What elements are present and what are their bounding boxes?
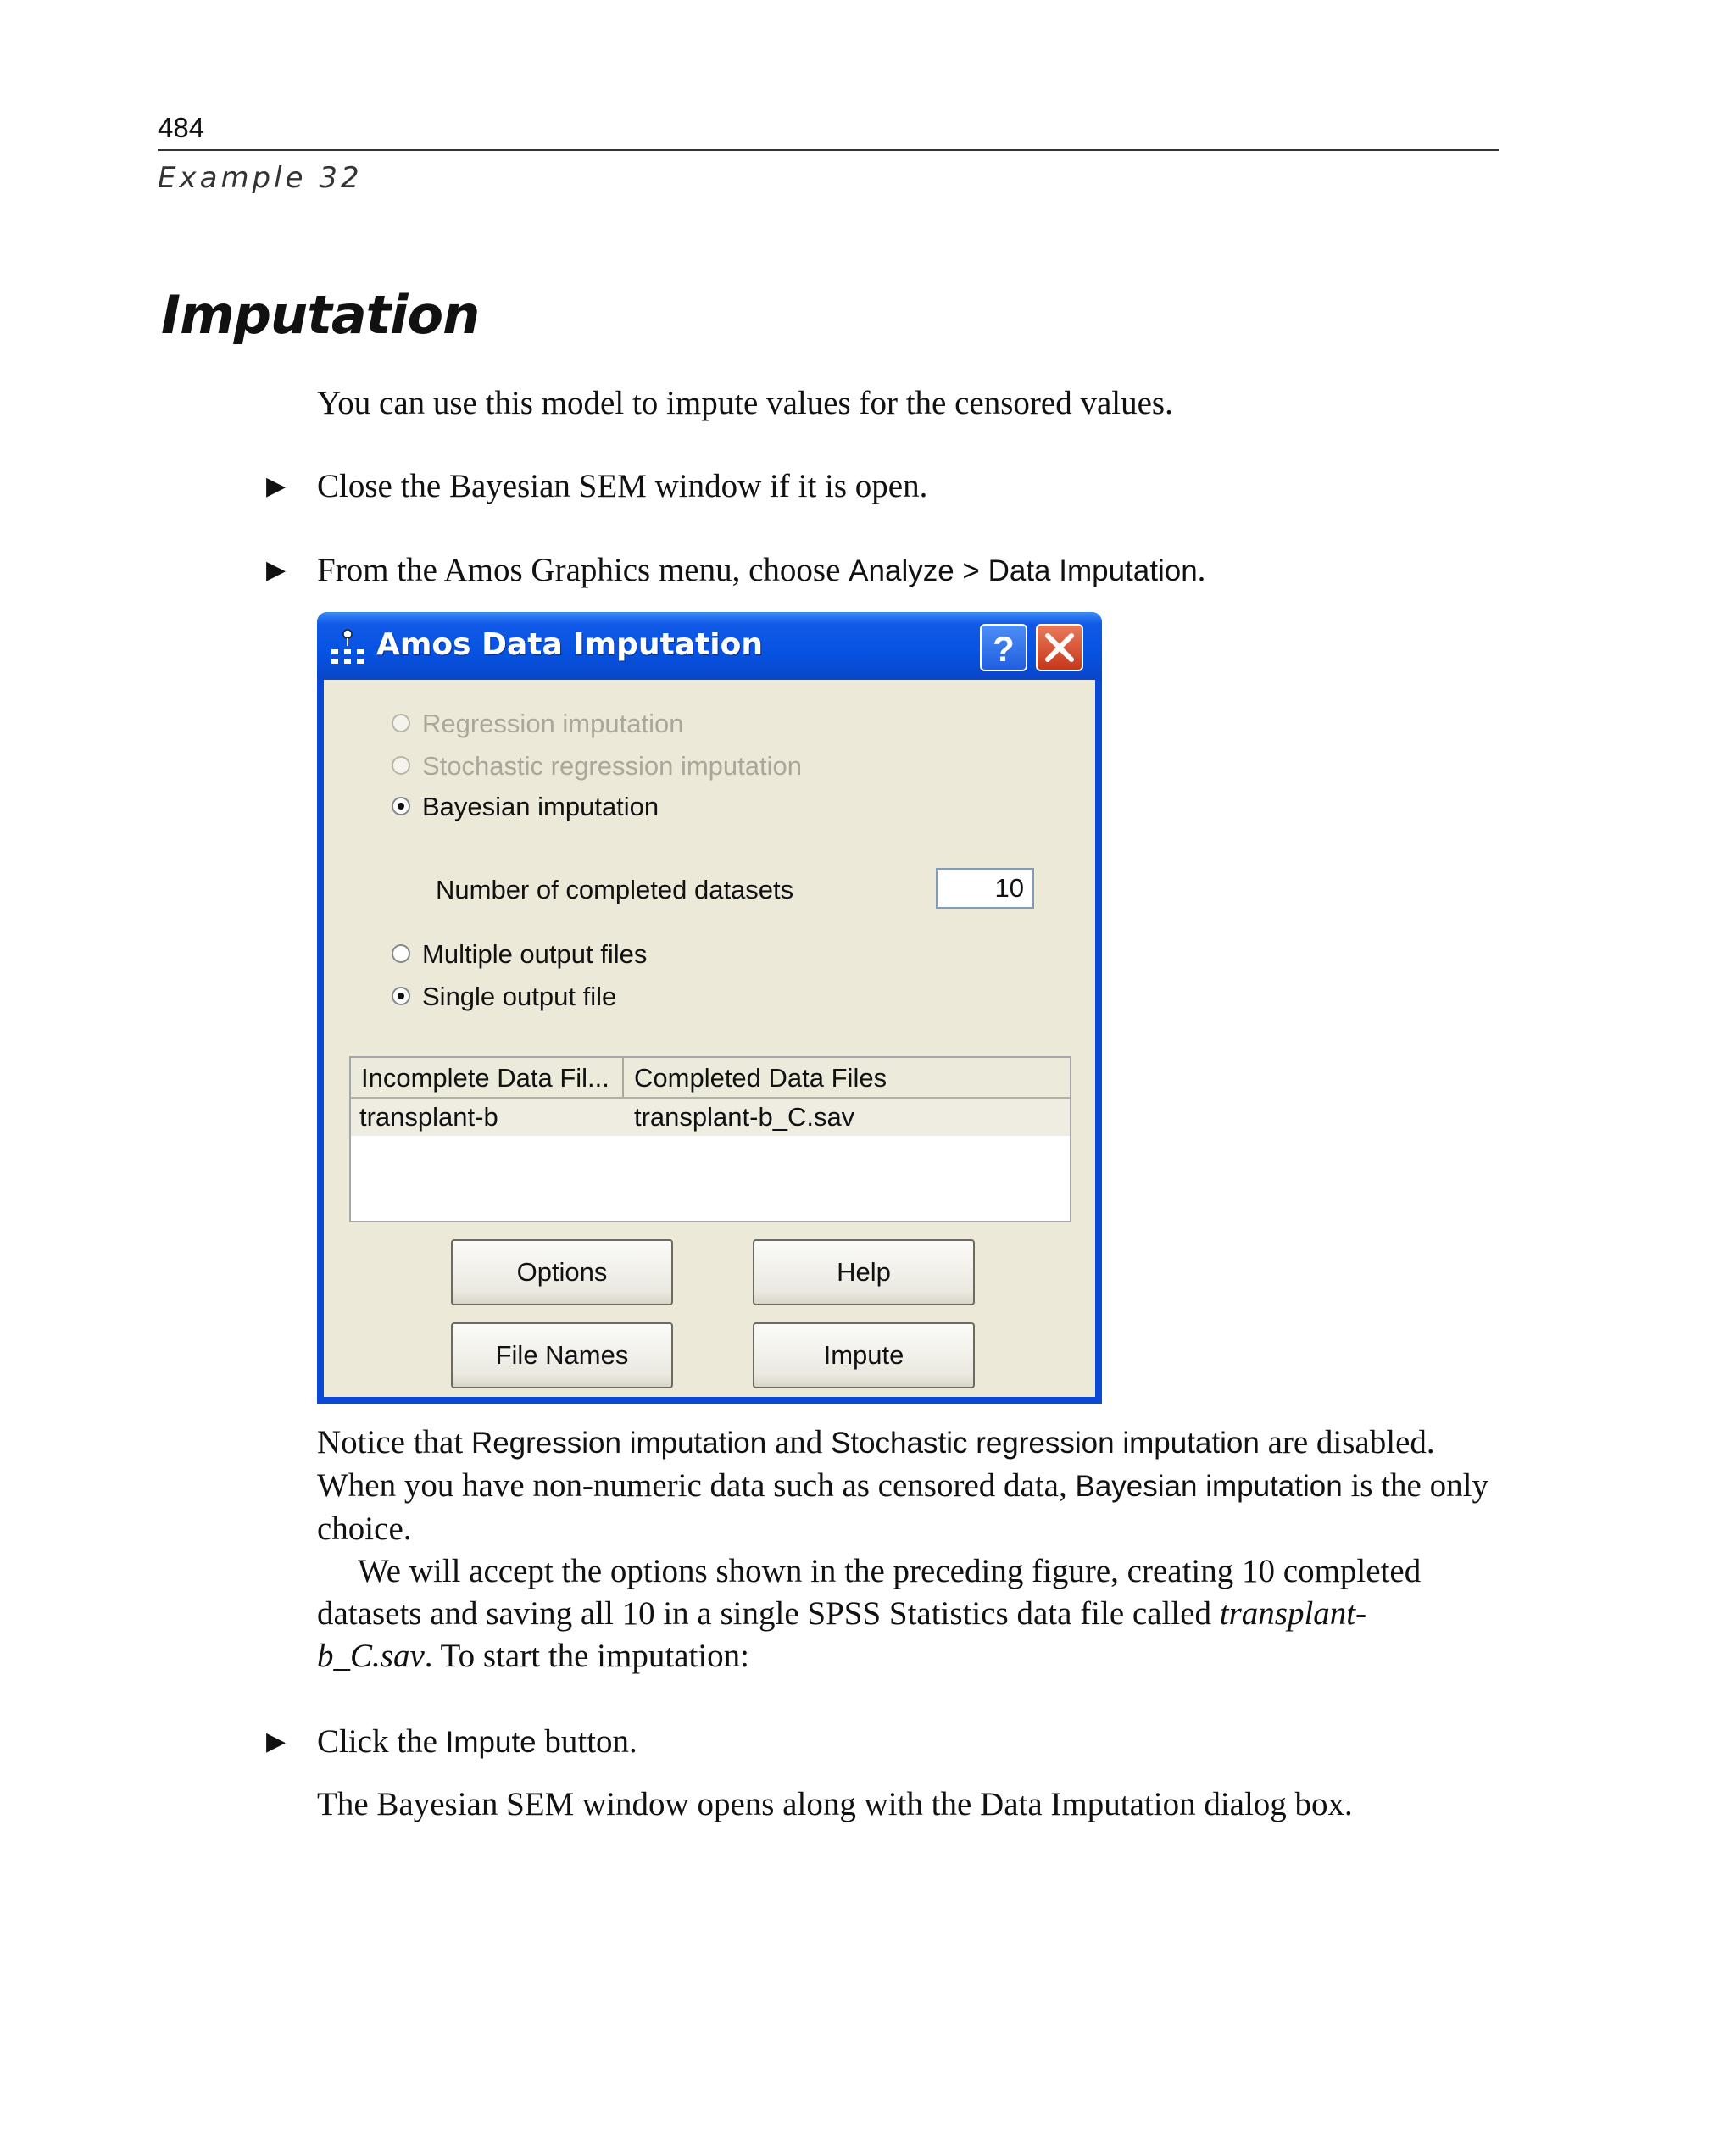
- titlebar-help-button[interactable]: [980, 624, 1027, 671]
- intro-paragraph: You can use this model to impute values for the censored values.: [317, 385, 1173, 421]
- dialog-titlebar: [317, 612, 1102, 680]
- accept-paragraph: [317, 1550, 1504, 1678]
- column-header-completed[interactable]: Completed Data Files: [634, 1063, 887, 1093]
- radio-button-icon: [392, 714, 410, 732]
- data-imputation-dialog: [317, 612, 1102, 1404]
- radio-label: Single output file: [422, 982, 617, 1011]
- list-header: [351, 1058, 1070, 1099]
- dialog-title: Amos Data Imputation: [376, 627, 763, 662]
- notice-paragraph: [317, 1422, 1504, 1550]
- step-click-impute: Click the Impute button.: [317, 1723, 637, 1760]
- notice-line-1: Notice that Regression imputation and Stochastic regression imputation are disabled.: [317, 1424, 1435, 1461]
- bullet-arrow-icon: ▶: [266, 471, 287, 501]
- step2-suffix: .: [1197, 552, 1206, 588]
- section-title: Imputation: [161, 284, 480, 346]
- bullet-arrow-icon: ▶: [266, 555, 287, 585]
- radio-button-icon: [392, 797, 410, 815]
- step-choose-menu: [317, 549, 1504, 593]
- page-number: 484: [158, 112, 205, 143]
- accept-line-2: datasets and saving all 10 in a single SPSS Statistics data file called transplant-: [317, 1595, 1367, 1632]
- accept-line-3: b_C.sav. To start the imputation:: [317, 1638, 750, 1674]
- incomplete-file-cell: transplant-b: [359, 1102, 498, 1132]
- datasets-count-label: Number of completed datasets: [436, 875, 794, 904]
- radio-button-icon: [392, 944, 410, 963]
- file-names-button[interactable]: File Names: [451, 1322, 673, 1388]
- impute-ui-term: Impute: [445, 1726, 537, 1759]
- menu-path: Analyze > Data Imputation: [849, 554, 1198, 587]
- completed-file-cell: transplant-b_C.sav: [634, 1102, 855, 1132]
- svg-text:?: ?: [993, 629, 1015, 669]
- options-button[interactable]: Options: [451, 1239, 673, 1305]
- step-close-window: Close the Bayesian SEM window if it is open.: [317, 468, 928, 504]
- header-rule: [158, 149, 1499, 151]
- notice-line-2: When you have non-numeric data such as censored data, Bayesian imputation is the only: [317, 1467, 1488, 1504]
- question-mark-icon: [982, 626, 1026, 670]
- close-icon: [1038, 626, 1082, 670]
- impute-button[interactable]: Impute: [753, 1322, 975, 1388]
- dialog-client-area: [324, 680, 1095, 1397]
- list-item[interactable]: [351, 1099, 1070, 1136]
- bullet-arrow-icon: ▶: [266, 1727, 287, 1756]
- radio-button-icon: [392, 987, 410, 1005]
- titlebar-close-button[interactable]: [1036, 624, 1083, 671]
- radio-button-icon: [392, 756, 410, 775]
- closing-paragraph: The Bayesian SEM window opens along with the Data Imputation dialog box.: [317, 1786, 1353, 1822]
- radio-label: Bayesian imputation: [422, 792, 659, 821]
- radio-label: Multiple output files: [422, 939, 648, 969]
- datasets-count-input[interactable]: 10: [936, 868, 1034, 909]
- running-head: Example 32: [158, 161, 363, 195]
- column-header-incomplete[interactable]: Incomplete Data Fil...: [351, 1058, 624, 1097]
- notice-line-3: choice.: [317, 1511, 412, 1547]
- data-files-list[interactable]: [349, 1056, 1071, 1222]
- help-button[interactable]: Help: [753, 1239, 975, 1305]
- accept-line-1: We will accept the options shown in the preceding figure, creating 10 completed: [358, 1553, 1422, 1589]
- amos-path-diagram-icon: [329, 629, 366, 666]
- radio-label: Regression imputation: [422, 709, 684, 738]
- step2-prefix: From the Amos Graphics menu, choose: [317, 552, 849, 588]
- radio-label: Stochastic regression imputation: [422, 751, 803, 781]
